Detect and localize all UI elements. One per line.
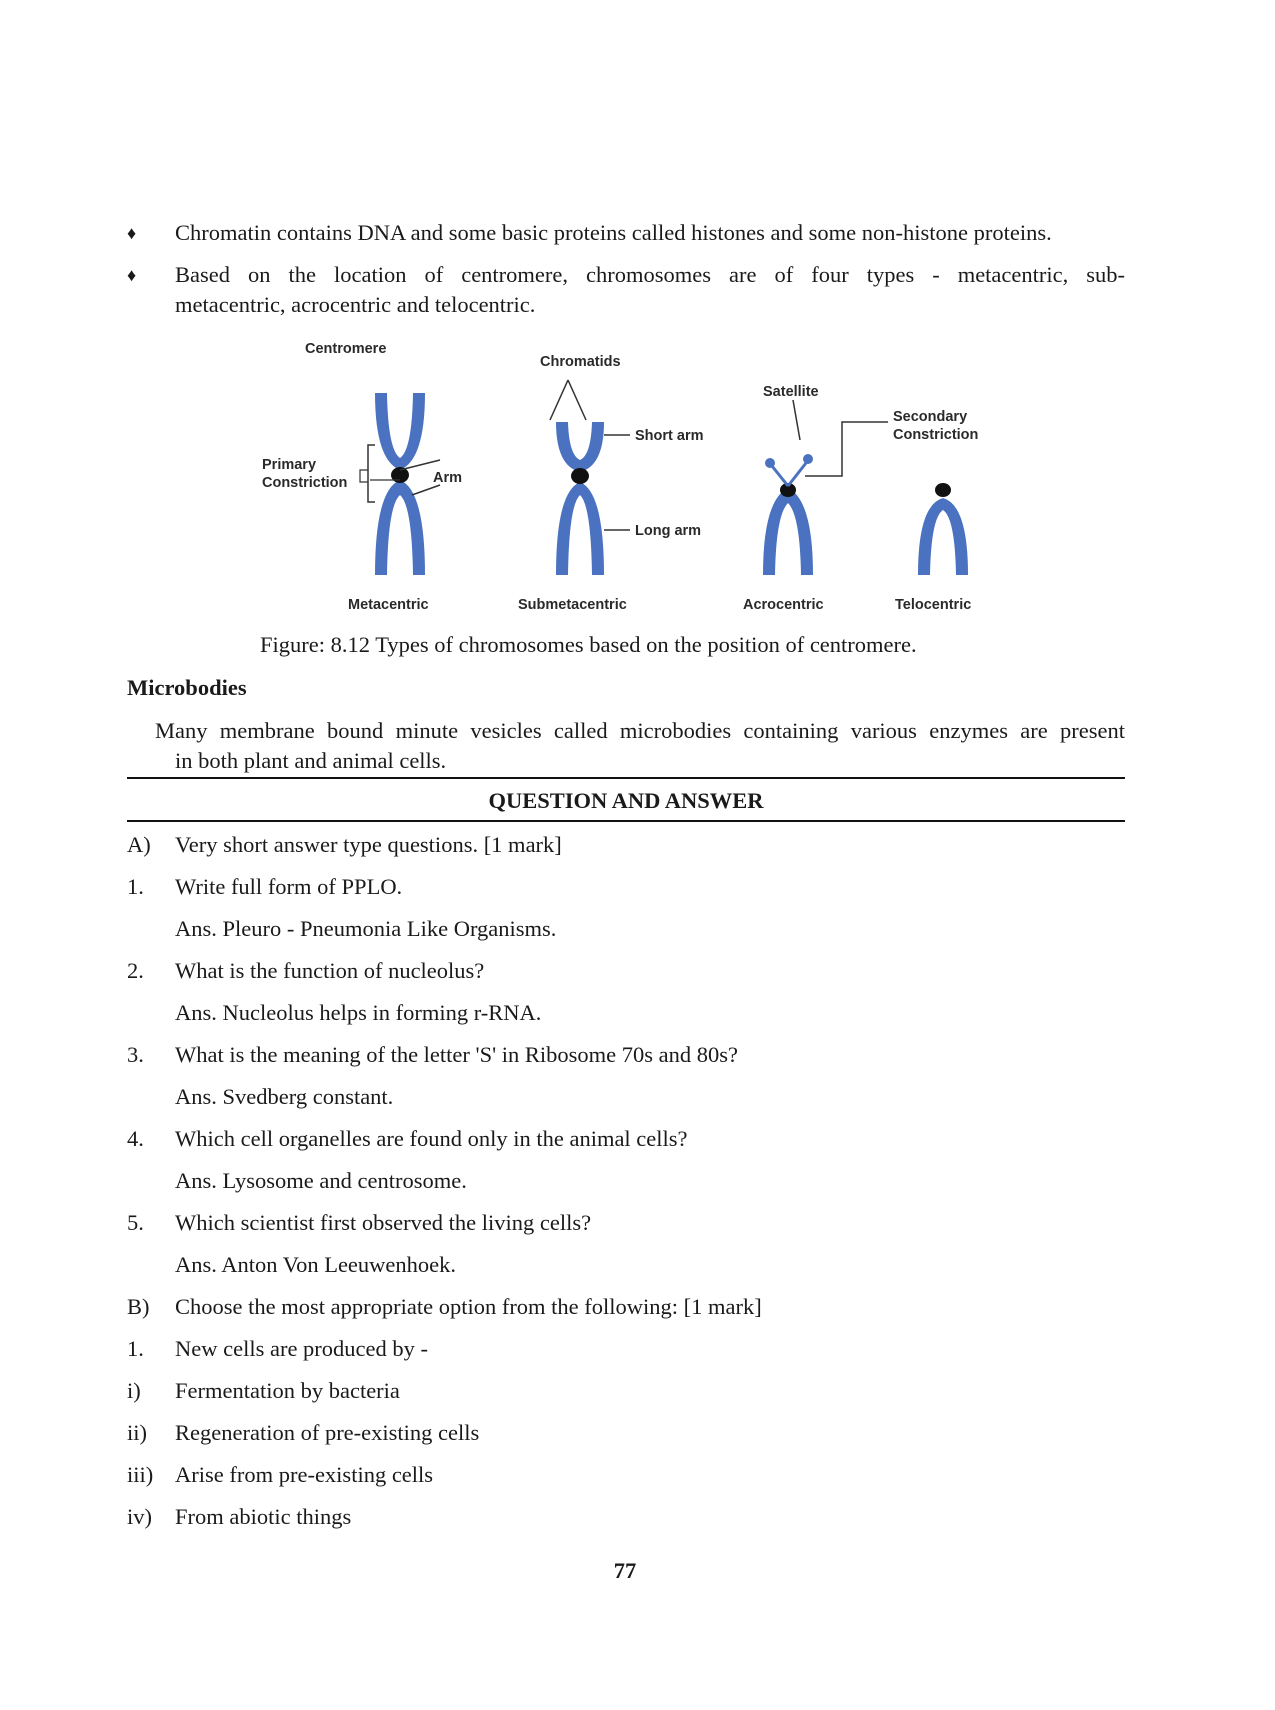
option-text: From abiotic things — [175, 1504, 352, 1529]
label-constriction: Constriction — [262, 475, 348, 491]
label-metacentric: Metacentric — [348, 597, 429, 613]
figure-caption: Figure: 8.12 Types of chromosomes based on the position of centromere. — [260, 632, 917, 657]
answer-text: Ans. Pleuro - Pneumonia Like Organisms. — [175, 916, 557, 941]
section-a-title: Very short answer type questions. [1 mark] — [175, 832, 562, 857]
bullet-chromatin: Chromatin contains DNA and some basic proteins called histones and some non-histone proteins. — [175, 220, 1052, 245]
option-text: Arise from pre-existing cells — [175, 1462, 434, 1487]
microbodies-line2: in both plant and animal cells. — [175, 748, 447, 773]
label-short-arm: Short arm — [635, 428, 704, 444]
submetacentric-chromosome — [550, 380, 630, 575]
question-number: 3. — [127, 1042, 144, 1067]
label-submetacentric: Submetacentric — [518, 597, 627, 613]
option-text: Fermentation by bacteria — [175, 1378, 400, 1403]
question-number: 5. — [127, 1210, 144, 1235]
metacentric-chromosome — [360, 393, 440, 575]
question-text: Write full form of PPLO. — [175, 874, 403, 899]
question-text: What is the function of nucleolus? — [175, 958, 485, 983]
telocentric-chromosome — [918, 483, 968, 575]
question-number: 4. — [127, 1126, 144, 1151]
question-number: 1. — [127, 874, 144, 899]
label-satellite: Satellite — [763, 384, 819, 400]
question-number: 2. — [127, 958, 144, 983]
answer-text: Ans. Lysosome and centrosome. — [175, 1168, 467, 1193]
bullet-diamond-icon: ♦ — [127, 265, 137, 285]
answer-text: Ans. Anton Von Leeuwenhoek. — [175, 1252, 457, 1277]
section-b-label: B) — [127, 1294, 150, 1319]
chromosome-types-figure — [0, 330, 1275, 620]
question-text: What is the meaning of the letter 'S' in Ribosome 70s and 80s? — [175, 1042, 739, 1067]
label-primary: Primary — [262, 457, 317, 473]
answer-text: Ans. Svedberg constant. — [175, 1084, 394, 1109]
page-number: 77 — [613, 1558, 637, 1583]
label-telocentric: Telocentric — [895, 597, 972, 613]
microbodies-line1: Many membrane bound minute vesicles called microbodies containing various enzymes are present — [155, 718, 1125, 743]
bullet-centromere-types-line2: metacentric, acrocentric and telocentric. — [175, 292, 536, 317]
option-number: i) — [127, 1378, 141, 1403]
label-secondary-constriction: Constriction — [893, 427, 979, 443]
label-acrocentric: Acrocentric — [743, 597, 824, 613]
bullet-diamond-icon: ♦ — [127, 223, 137, 243]
label-arm: Arm — [433, 470, 463, 486]
label-secondary: Secondary — [893, 409, 968, 425]
option-number: ii) — [127, 1420, 147, 1445]
option-number: iii) — [127, 1462, 154, 1487]
microbodies-heading: Microbodies — [127, 675, 247, 700]
acrocentric-chromosome — [763, 400, 888, 575]
section-a-label: A) — [127, 832, 151, 857]
option-text: Regeneration of pre-existing cells — [175, 1420, 480, 1445]
label-centromere: Centromere — [305, 341, 387, 357]
qa-heading: QUESTION AND ANSWER — [488, 788, 764, 813]
question-text: Which cell organelles are found only in the animal cells? — [175, 1126, 688, 1151]
bullet-centromere-types-line1: Based on the location of centromere, chromosomes are of four types - metacentric, sub- — [175, 262, 1125, 287]
section-b-title: Choose the most appropriate option from the following: [1 mark] — [175, 1294, 762, 1319]
divider-top — [127, 777, 1125, 779]
option-number: iv) — [127, 1504, 152, 1529]
label-long-arm: Long arm — [635, 523, 702, 539]
question-text: New cells are produced by - — [175, 1336, 429, 1361]
question-number: 1. — [127, 1336, 144, 1361]
divider-bottom — [127, 820, 1125, 822]
answer-text: Ans. Nucleolus helps in forming r-RNA. — [175, 1000, 542, 1025]
question-text: Which scientist first observed the living cells? — [175, 1210, 592, 1235]
label-chromatids: Chromatids — [540, 354, 621, 370]
